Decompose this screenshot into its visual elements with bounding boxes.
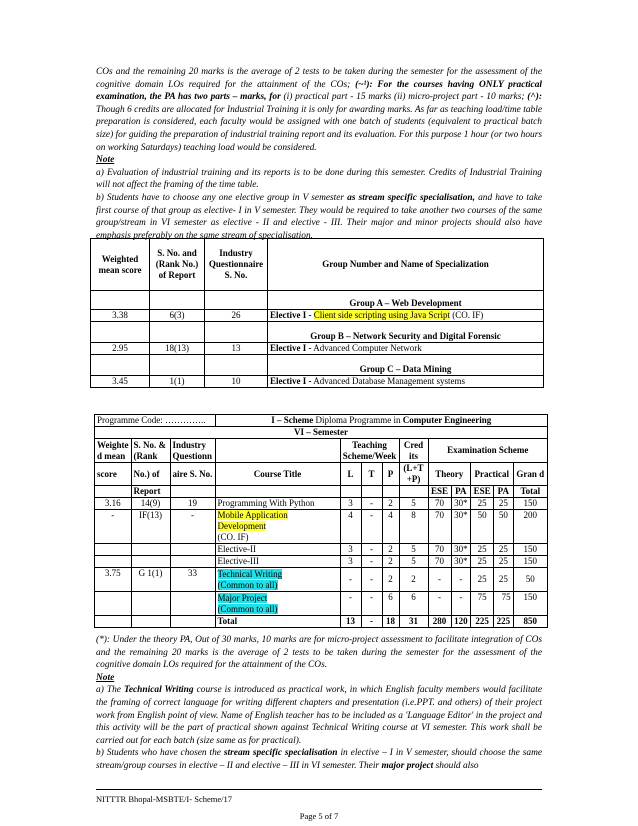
header-p: P [382, 463, 399, 486]
table-cell: 75 [471, 592, 494, 616]
note-a-1: a) The [96, 685, 121, 696]
header-teaching: Teaching Scheme/Week [340, 439, 399, 463]
note-b-2: in elective – I in V semester, should choose the same stream/group courses in elective – II and elective – III in VI semester. Their [96, 748, 543, 771]
table-cell: 225 [494, 616, 513, 628]
intro-text-2: (~¹): For the courses having ONLY practical examination, the PA has two parts – marks, for [96, 79, 543, 103]
course-title: Mobile Application Development (CO. IF) [215, 510, 340, 544]
table-cell: 120 [451, 616, 470, 628]
table-cell: 30* [451, 544, 470, 556]
header-rank: S. No. and (Rank No.) of Report [150, 239, 205, 291]
group-b-title: Group B – Network Security and Digital Forensic [268, 322, 544, 343]
header-industry: Industry Questionn [170, 439, 215, 463]
table-cell: 50 [471, 510, 494, 544]
table-cell: 200 [513, 510, 547, 544]
table-cell: 3.45 [91, 376, 150, 388]
table-cell: 8 [399, 510, 428, 544]
semester-title: VI – Semester [95, 427, 548, 439]
header-ese2: ESE [471, 486, 494, 498]
header-theory: Theory [428, 463, 471, 486]
table-cell: 33 [170, 568, 215, 592]
table-cell: - [361, 556, 382, 568]
table-cell: 18(13) [150, 343, 205, 355]
table-cell: - [340, 568, 361, 592]
intro-text-3: (i) practical part - 15 marks (ii) micro-project part - 10 marks; [283, 92, 525, 103]
note-b-bold: as stream specific specialisation, [347, 192, 475, 203]
table-row [95, 498, 548, 510]
total-label: Total [215, 616, 340, 628]
table-cell: - [340, 592, 361, 616]
header-l: L [340, 463, 361, 486]
table-cell: 5 [399, 556, 428, 568]
course-title: Technical Writing (Common to all) [215, 568, 340, 592]
header-ltp: (L+T +P) [399, 463, 428, 486]
header-pa2: PA [494, 486, 513, 498]
table-cell: 13 [340, 616, 361, 628]
table-cell: 2 [382, 556, 399, 568]
table-cell: 150 [513, 592, 547, 616]
table-cell: 70 [428, 510, 451, 544]
table-cell: - [361, 544, 382, 556]
specialization-table [90, 238, 544, 388]
footnote-paragraph [96, 634, 542, 773]
note-label-2: Note [96, 672, 115, 683]
course-title: Major Project (Common to all) [215, 592, 340, 616]
footnote-star: (*): Under the theory PA, Out of 30 marks, 10 marks are for micro-project assessment to facilitate integration of COs and the remaining 20 marks is the average of 2 tests to be taken during the semester for the assessment of the cognitive domain LOs required for the attainment of the COs. [96, 635, 542, 671]
table-row [95, 592, 548, 616]
table-cell: 25 [494, 498, 513, 510]
table-cell: 25 [471, 568, 494, 592]
table-cell: 850 [513, 616, 547, 628]
table-cell: 5 [399, 498, 428, 510]
table-row [95, 568, 548, 592]
table-cell: - [95, 510, 132, 544]
table-cell: 14(9) [131, 498, 170, 510]
note-a-2: course is introduced as practical work, in which English faculty members would facilitate the framing of correct language for writing different chapters and presentation (i.e.PPT. and others) of their project work from English point of view. Name of English teacher has to be included as a 'Language Editor' in the project and this activity will be the part of practical shown against Technical Writing course at VI semester. This work shall be carried out for each batch (size same as for practical). [96, 685, 543, 746]
page-number: Page 5 of 7 [299, 811, 339, 821]
group-c-title: Group C – Data Mining [268, 355, 544, 376]
header-weighted: Weighte d mean [95, 439, 132, 463]
table-cell: 70 [428, 498, 451, 510]
header-score: score [95, 463, 132, 486]
table-cell: 225 [471, 616, 494, 628]
table-cell: 6 [399, 592, 428, 616]
table-cell: 26 [205, 310, 268, 322]
group-b-elective: Elective I - Advanced Computer Network [268, 343, 544, 355]
table-cell: 3 [340, 544, 361, 556]
table-cell: 4 [382, 510, 399, 544]
header-weighted: Weighted mean score [91, 239, 150, 291]
table-cell: 5 [399, 544, 428, 556]
scheme-title: I – Scheme Diploma Programme in Computer Engineering [215, 415, 548, 427]
table-cell: - [428, 592, 451, 616]
header-group: Group Number and Name of Specialization [268, 239, 544, 291]
table-cell: - [361, 568, 382, 592]
table-cell: 31 [399, 616, 428, 628]
group-a-title: Group A – Web Development [268, 291, 544, 310]
table-cell: 70 [428, 544, 451, 556]
course-title: Elective-III [215, 556, 340, 568]
total-row [95, 616, 548, 628]
table-cell: 25 [471, 556, 494, 568]
table-row [95, 510, 548, 544]
course-title: Programming With Python [215, 498, 340, 510]
table-cell: 2 [382, 544, 399, 556]
table-cell: 25 [494, 568, 513, 592]
table-cell: - [451, 592, 470, 616]
note-a: a) Evaluation of industrial training and its reports is to be done during this semester. Credits of Industrial Training will not affect the framing of the time table. [96, 167, 542, 191]
table-cell: 50 [494, 510, 513, 544]
table-cell: 25 [494, 556, 513, 568]
note-b-2: and have to take first course of that group as elective- I in V semester. They would be required to take another two courses of the same group/stream in VI semester as elective - II and elective - III. Their major and minor projects should also have emphasis preferably on the same stream of specialisation. [96, 192, 543, 241]
group-c-elective: Elective I - Advanced Database Management systems [268, 376, 544, 388]
table-cell: 2 [399, 568, 428, 592]
footer-divider [96, 789, 542, 790]
header-aire: aire S. No. [170, 463, 215, 486]
table-cell: 70 [428, 556, 451, 568]
header-practical: Practical [471, 463, 514, 486]
table-cell: - [361, 498, 382, 510]
table-cell: 75 [494, 592, 513, 616]
note-b-bold-2: major project [381, 760, 434, 771]
header-rank: S. No. & (Rank [131, 439, 170, 463]
table-cell: 3.38 [91, 310, 150, 322]
table-cell: 30* [451, 556, 470, 568]
table-cell: - [170, 510, 215, 544]
table-cell: IF(13) [131, 510, 170, 544]
table-cell: G 1(1) [131, 568, 170, 592]
note-a-bold: Technical Writing [124, 685, 194, 696]
table-cell: 25 [494, 544, 513, 556]
note-b-3: should also [435, 760, 479, 771]
table-cell: 6(3) [150, 310, 205, 322]
table-cell: 30* [451, 498, 470, 510]
course-title: Elective-II [215, 544, 340, 556]
table-cell: 30* [451, 510, 470, 544]
table-cell: 3.16 [95, 498, 132, 510]
header-ese: ESE [428, 486, 451, 498]
header-grand: Gran d [513, 463, 547, 486]
header-course: Course Title [215, 463, 340, 486]
header-t: T [361, 463, 382, 486]
note-b-1: b) Students who have chosen the [96, 748, 221, 759]
table-row [95, 556, 548, 568]
table-cell: - [361, 616, 382, 628]
table-cell: 13 [205, 343, 268, 355]
intro-text-4: (^): [527, 92, 543, 103]
intro-text-5: Though 6 credits are allocated for Industrial Training it is only for awarding marks. As far as teaching load/time table preparation is considered, each faculty would be assigned with one batch of students (equivalent to practical batch size) for guiding the preparation of industrial training report and its evaluation. For this purpose 1 hour (or two hours on working Saturdays) teaching load would be considered. [96, 104, 542, 153]
table-cell: 6 [382, 592, 399, 616]
table-cell: 1(1) [150, 376, 205, 388]
intro-text-1: COs and the remaining 20 marks is the average of 2 tests to be taken during the semester for the assessment of the cognitive domain LOs required for the attainment of the COs; [96, 67, 542, 90]
scheme-table [94, 414, 548, 628]
header-noof: No.) of [131, 463, 170, 486]
table-row [95, 544, 548, 556]
note-b-1: b) Students have to choose any one elective group in V semester [96, 192, 345, 203]
header-pa: PA [451, 486, 470, 498]
table-cell: 2.95 [91, 343, 150, 355]
table-cell: - [428, 568, 451, 592]
programme-code: Programme Code: ………….. [95, 415, 216, 427]
table-cell: 3.75 [95, 568, 132, 592]
table-cell: 150 [513, 498, 547, 510]
header-report: Report [131, 486, 170, 498]
table-cell: 150 [513, 544, 547, 556]
table-cell: 25 [471, 498, 494, 510]
header-total: Total [513, 486, 547, 498]
header-exam: Examination Scheme [428, 439, 548, 463]
header-industry: Industry Questionnaire S. No. [205, 239, 268, 291]
footer-text: NITTTR Bhopal-MSBTE/I- Scheme/17 [96, 794, 232, 804]
table-cell: 18 [382, 616, 399, 628]
table-cell: 3 [340, 556, 361, 568]
table-cell: 50 [513, 568, 547, 592]
table-cell: - [361, 592, 382, 616]
note-b-bold: stream specific specialisation [223, 748, 338, 759]
table-cell: - [451, 568, 470, 592]
table-cell: 4 [340, 510, 361, 544]
intro-paragraph [96, 66, 542, 242]
table-cell: 2 [382, 568, 399, 592]
group-a-elective: Elective I - Client side scripting using Java Script (CO. IF) [268, 310, 544, 322]
table-cell: 280 [428, 616, 451, 628]
table-cell: - [361, 510, 382, 544]
table-cell: 25 [471, 544, 494, 556]
note-label: Note [96, 155, 115, 166]
table-cell: 2 [382, 498, 399, 510]
header-credits: Cred its [399, 439, 428, 463]
table-cell: 3 [340, 498, 361, 510]
table-cell: 19 [170, 498, 215, 510]
table-cell: 150 [513, 556, 547, 568]
table-cell: 10 [205, 376, 268, 388]
